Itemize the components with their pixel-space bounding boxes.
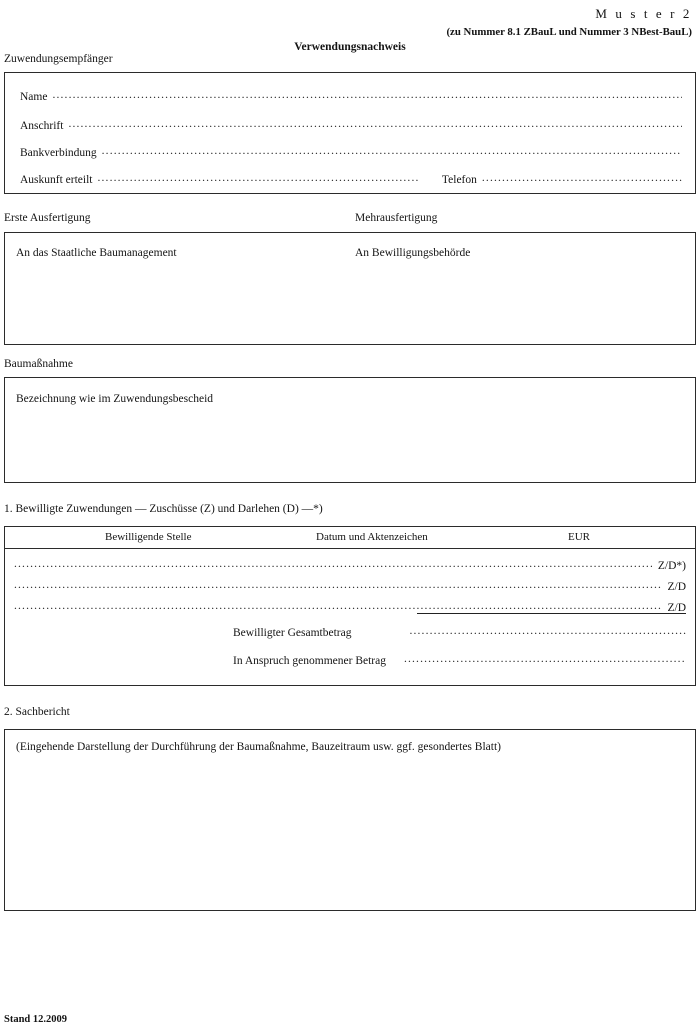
recipient-contact-label: Auskunft erteilt — [20, 174, 93, 186]
recipient-address-input[interactable] — [68, 118, 682, 129]
grants-total-input[interactable] — [409, 625, 686, 636]
page-title: Verwendungsnachweis — [294, 41, 406, 53]
first-copy-label: Erste Ausfertigung — [4, 212, 91, 224]
recipient-row-contact[interactable] — [20, 172, 682, 186]
muster-number: M u s t e r 2 — [595, 6, 692, 21]
construction-section-label: Baumaßnahme — [4, 358, 73, 370]
grants-subtotal-rule — [417, 613, 686, 614]
grants-column-datum: Datum und Aktenzeichen — [316, 531, 428, 543]
grants-claimed-row[interactable] — [233, 653, 686, 667]
grants-row-1-input[interactable] — [14, 558, 652, 569]
grants-claimed-input[interactable] — [404, 653, 686, 664]
recipient-section-label: Zuwendungsempfänger — [4, 53, 113, 65]
multi-copy-recipient: An Bewilligungsbehörde — [355, 247, 471, 259]
grants-column-stelle: Bewilligende Stelle — [105, 531, 192, 543]
recipient-bank-label: Bankverbindung — [20, 147, 97, 159]
first-copy-recipient: An das Staatliche Baumanagement — [16, 247, 177, 259]
legal-reference: (zu Nummer 8.1 ZBauL und Nummer 3 NBest-BauL) — [446, 26, 692, 38]
recipient-bank-input[interactable] — [102, 145, 682, 156]
report-box[interactable] — [4, 729, 696, 911]
recipient-phone-label: Telefon — [441, 174, 477, 186]
recipient-phone-input[interactable] — [482, 172, 682, 183]
grants-total-row[interactable] — [233, 625, 686, 639]
recipient-row-bank[interactable] — [20, 145, 682, 159]
recipient-contact-input[interactable] — [98, 172, 420, 183]
table-row[interactable] — [14, 579, 686, 593]
grants-row-2-input[interactable] — [14, 579, 661, 590]
table-row[interactable] — [14, 600, 686, 614]
report-heading: 2. Sachbericht — [4, 706, 70, 718]
grants-heading: 1. Bewilligte Zuwendungen — Zuschüsse (Z) und Darlehen (D) —*) — [4, 503, 323, 515]
grants-header-separator — [5, 548, 695, 549]
grants-total-label: Bewilligter Gesamtbetrag — [233, 627, 352, 639]
document-version: Stand 12.2009 — [4, 1014, 68, 1025]
grants-row-3-zd: Z/D — [667, 602, 686, 614]
recipient-name-label: Name — [20, 91, 48, 103]
report-hint: (Eingehende Darstellung der Durchführung der Baumaßnahme, Bauzeitraum usw. ggf. gesondertes Blatt) — [16, 741, 501, 753]
construction-hint: Bezeichnung wie im Zuwendungsbescheid — [16, 393, 214, 405]
grants-row-2-zd: Z/D — [667, 581, 686, 593]
multi-copy-label: Mehrausfertigung — [355, 212, 438, 224]
grants-column-eur: EUR — [568, 531, 590, 543]
recipient-row-name[interactable] — [20, 89, 682, 103]
grants-row[interactable] — [14, 558, 686, 572]
grants-row-3-input[interactable] — [14, 600, 661, 611]
grants-row-1-zd: Z/D*) — [657, 560, 686, 572]
recipient-name-input[interactable] — [52, 89, 682, 100]
grants-claimed-label: In Anspruch genommener Betrag — [233, 655, 386, 667]
recipient-row-address[interactable] — [20, 118, 682, 132]
recipient-address-label: Anschrift — [20, 120, 64, 132]
